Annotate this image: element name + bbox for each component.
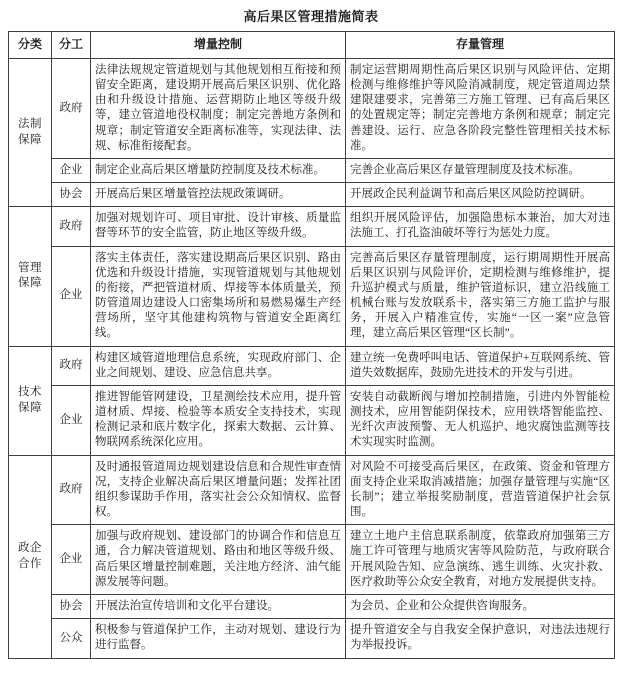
table-row <box>9 385 615 455</box>
stock-cell: 安装自动截断阀与增加控制措施，引进内外智能检测技术，应用智能阴保技术，应用铁塔智能监控、光纤次声波预警、无人机巡护、地灾腐蚀监测等技术实现实时监测。 <box>346 385 615 455</box>
role-cell: 协会 <box>52 594 91 618</box>
increment-cell: 推进智能管网建设，卫星测绘技术应用，提升管道材质、焊接、检验等本质安全支持技术，实现检测记录和底片数字化，探索大数据、云计算、物联网系统深化应用。 <box>91 385 346 455</box>
stock-cell: 组织开展风险评估，加强隐患标本兼治，加大对违法施工、打孔盗油破坏等行为惩处力度。 <box>346 207 615 246</box>
category-cell-management: 管理保障 <box>9 207 52 346</box>
stock-cell: 建立土地户主信息联系制度，依靠政府加强第三方施工许可管理与地质灾害等风险防范，与政府联合开展风险告知、应急演练、逃生训练、火灾扑救、医疗救助等公众安全教育，对地方发展提供支持。 <box>346 525 615 595</box>
increment-cell: 加强对规划许可、项目审批、设计审核、质量监督等环节的安全监管，防止地区等级升级。 <box>91 207 346 246</box>
table-row <box>9 525 615 595</box>
role-cell: 公众 <box>52 619 91 658</box>
stock-cell: 完善高后果区存量管理制度，运行期周期性开展高后果区识别与风险评价，定期检测与维修维护，提升巡护模式与质量，维护管道标识，建立沿线施工机械台账与发放联系卡，落实第三方施工监护与服务，开展入户精准宣传，实施“一区一案”应急管理，建立高后果区管理“区长制”。 <box>346 246 615 346</box>
stock-cell: 建立统一免费呼叫电话、管道保护+互联网系统、管道失效数据库，鼓励先进技术的开发与引进。 <box>346 346 615 385</box>
stock-cell: 提升管道安全与自我安全保护意识，对违法违规行为举报投诉。 <box>346 619 615 658</box>
table-title: 高后果区管理措施简表 <box>243 9 379 24</box>
role-cell: 企业 <box>52 525 91 595</box>
table-row <box>9 158 615 182</box>
table-row <box>9 455 615 525</box>
role-cell: 政府 <box>52 346 91 385</box>
category-cell-legal: 法制保障 <box>9 58 52 206</box>
increment-cell: 加强与政府规划、建设部门的协调合作和信息互通，合力解决管道规划、路由和地区等级升级、高后果区增量控制难题，关注地方经济、油气能源发展等问题。 <box>91 525 346 595</box>
table-row <box>9 594 615 618</box>
category-cell-cooperation: 政企合作 <box>9 455 52 658</box>
col-header-category: 分类 <box>9 32 52 59</box>
increment-cell: 开展法治宣传培训和文化平台建设。 <box>91 594 346 618</box>
role-cell: 企业 <box>52 246 91 346</box>
role-cell: 政府 <box>52 455 91 525</box>
role-cell: 企业 <box>52 385 91 455</box>
col-header-stock-management: 存量管理 <box>346 32 615 59</box>
table-row <box>9 207 615 246</box>
table-row <box>9 58 615 158</box>
increment-cell: 及时通报管道周边规划建设信息和合规性审查情况，支持企业解决高后果区增量问题；发挥社团组织参谋助手作用，落实社会公众知情权、监督权。 <box>91 455 346 525</box>
stock-cell: 完善企业高后果区存量管理制度及技术标准。 <box>346 158 615 182</box>
role-cell: 政府 <box>52 207 91 246</box>
category-cell-technology: 技术保障 <box>9 346 52 455</box>
table-row <box>9 619 615 658</box>
table-row <box>9 346 615 385</box>
role-cell: 协会 <box>52 183 91 207</box>
col-header-increment-control: 增量控制 <box>91 32 346 59</box>
header-row <box>9 32 615 59</box>
increment-cell: 开展高后果区增量管控法规政策调研。 <box>91 183 346 207</box>
increment-cell: 构建区域管道地理信息系统，实现政府部门、企业之间规划、建设、应急信息共享。 <box>91 346 346 385</box>
role-cell: 企业 <box>52 158 91 182</box>
increment-cell: 积极参与管道保护工作，主动对规划、建设行为进行监督。 <box>91 619 346 658</box>
increment-cell: 法律法规规定管道规划与其他规划相互衔接和预留安全距离，建设期开展高后果区识别、优化路由和升级设计措施、运营期防止地区等级升级等，建立管道地役权制度；制定完善地方条例和规章；制定管道安全距离标准等，实现法律、法规、标准衔接配套。 <box>91 58 346 158</box>
increment-cell: 制定企业高后果区增量防控制度及技术标准。 <box>91 158 346 182</box>
role-cell: 政府 <box>52 58 91 158</box>
stock-cell: 开展政企民利益调节和高后果区风险防控调研。 <box>346 183 615 207</box>
stock-cell: 为会员、企业和公众提供咨询服务。 <box>346 594 615 618</box>
table-row <box>9 183 615 207</box>
measures-table <box>8 31 615 659</box>
table-row <box>9 246 615 346</box>
col-header-role: 分工 <box>52 32 91 59</box>
increment-cell: 落实主体责任，落实建设期高后果区识别、路由优选和升级设计措施，实现管道规划与其他规划的衔接，严把管道材质、焊接等本体质量关，预防管道周边建设人口密集场所和易燃易爆生产经营场所，坚守其他建构筑物与管道安全距离红线。 <box>91 246 346 346</box>
stock-cell: 对风险不可接受高后果区，在政策、资金和管理方面支持企业采取消减措施；加强存量管理与实施“区长制”；建立举报奖励制度，营造管道保护社会氛围。 <box>346 455 615 525</box>
stock-cell: 制定运营期周期性高后果区识别与风险评估、定期检测与维修维护等风险消减制度，规定管道周边禁建限建要求，完善第三方施工管理、已有高后果区的处置规定等；制定完善地方条例和规章；制定完善建设、运行、应急各阶段完整性管理相关技术标准。 <box>346 58 615 158</box>
